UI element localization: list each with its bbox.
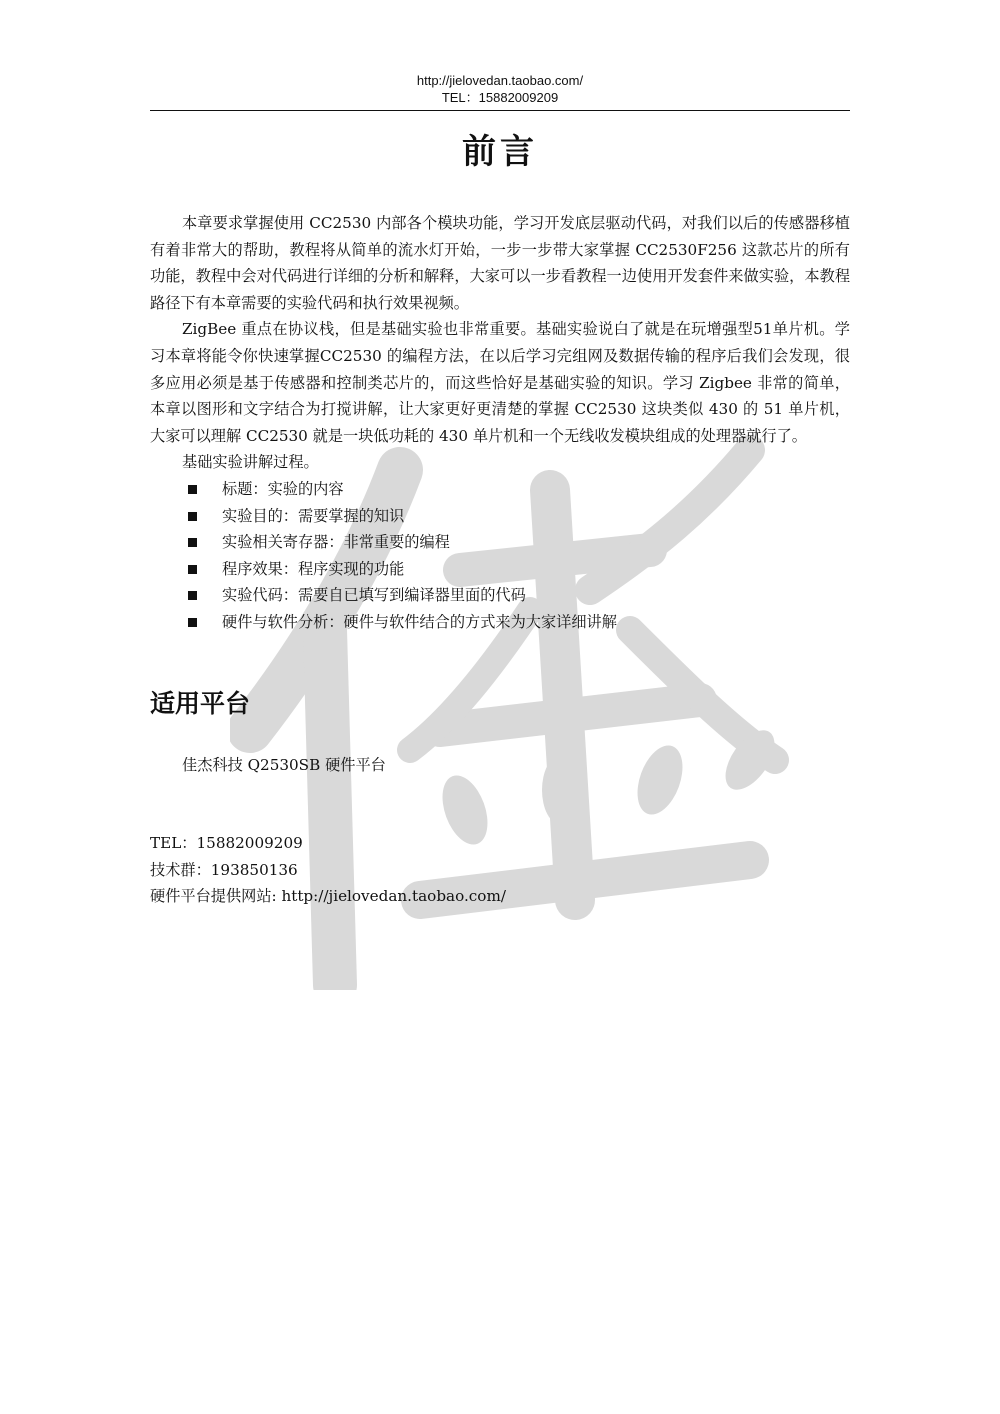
- contact-info: [150, 830, 850, 910]
- contact-website[interactable]: 硬件平台提供网站: http://jielovedan.taobao.com/: [150, 887, 506, 906]
- list-item: [150, 609, 850, 636]
- square-bullet-icon: [188, 565, 197, 574]
- list-item-text: 标题：实验的内容: [222, 479, 344, 498]
- list-item: [150, 529, 850, 556]
- contact-qq-group: 技术群：193850136: [150, 860, 298, 879]
- section-heading-platform: 适用平台: [150, 689, 251, 718]
- list-item-text: 实验相关寄存器：非常重要的编程: [222, 533, 450, 552]
- preface-body: [150, 210, 850, 636]
- experiment-outline-list: [150, 476, 850, 636]
- platform-text: 佳杰科技 Q2530SB 硬件平台: [182, 756, 386, 774]
- list-item: [150, 476, 850, 503]
- square-bullet-icon: [188, 485, 197, 494]
- square-bullet-icon: [188, 618, 197, 627]
- list-item-text: 硬件与软件分析：硬件与软件结合的方式来为大家详细讲解: [222, 612, 617, 631]
- page-header: [150, 72, 850, 106]
- list-item-text: 程序效果：程序实现的功能: [222, 559, 405, 578]
- paragraph: 本章要求掌握使用 CC2530 内部各个模块功能，学习开发底层驱动代码，对我们以后的传感器移植有着非常大的帮助，教程将从简单的流水灯开始，一步一步带大家掌握 CC2530F256 这款芯片的所有功能，教程中会对代码进行详细的分析和解释，大家可以一步看教程一边使用开发套件来做实验，本教程路径下有本章需要的实验代码和执行效果视频。: [150, 214, 850, 312]
- header-divider: [150, 110, 850, 111]
- header-url[interactable]: http://jielovedan.taobao.com/: [416, 73, 584, 88]
- contact-tel: TEL：15882009209: [150, 834, 303, 852]
- paragraph: 基础实验讲解过程。: [182, 453, 319, 472]
- list-item-text: 实验代码：需要自已填写到编译器里面的代码: [222, 586, 526, 605]
- square-bullet-icon: [188, 512, 197, 521]
- header-tel: TEL：15882009209: [441, 90, 559, 105]
- list-item: [150, 582, 850, 609]
- page-title: 前言: [462, 132, 538, 172]
- list-item: [150, 556, 850, 583]
- square-bullet-icon: [188, 591, 197, 600]
- square-bullet-icon: [188, 538, 197, 547]
- paragraph: ZigBee 重点在协议栈，但是基础实验也非常重要。基础实验说白了就是在玩增强型51单片机。学习本章将能令你快速掌握CC2530 的编程方法，在以后学习完组网及数据传输的程序后我们会发现，很多应用必须是基于传感器和控制类芯片的，而这些恰好是基础实验的知识。学习 Zigbee 非常的简单，本章以图形和文字结合为打搅讲解，让大家更好更清楚的掌握 CC2530 这块类似 430 的 51 单片机，大家可以理解 CC2530 就是一块低功耗的 430 单片机和一个无线收发模块组成的处理器就行了。: [150, 320, 850, 445]
- list-item-text: 实验目的：需要掌握的知识: [222, 506, 405, 525]
- list-item: [150, 503, 850, 530]
